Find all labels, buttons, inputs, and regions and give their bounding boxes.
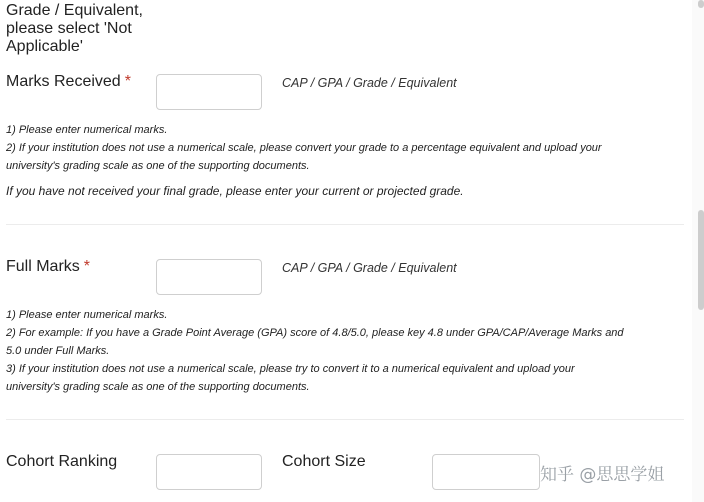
marks-received-input[interactable] (156, 74, 262, 110)
full-marks-label-text: Full Marks (6, 258, 80, 275)
final-grade-note: If you have not received your final grade, please enter your current or projected grade. (6, 184, 464, 198)
marks-received-label-text: Marks Received (6, 73, 121, 90)
section-divider (6, 419, 684, 420)
page-scrollbar[interactable] (692, 0, 704, 502)
watermark-text: 知乎 @思思学姐 (540, 465, 665, 485)
scrollbar-thumb[interactable] (698, 210, 704, 310)
grade-equivalent-label (6, 2, 143, 56)
help-line: 2) For example: If you have a Grade Point Average (GPA) score of 4.8/5.0, please key 4.8 under GPA/CAP/Average Marks and (6, 327, 624, 339)
cohort-size-label: Cohort Size (282, 453, 366, 470)
help-line: 5.0 under Full Marks. (6, 345, 110, 357)
required-asterisk: * (83, 258, 91, 275)
grade-label-line-2: please select 'Not (6, 20, 132, 37)
help-line: 1) Please enter numerical marks. (6, 309, 168, 321)
full-marks-label (6, 258, 90, 276)
zhihu-watermark (540, 460, 664, 485)
required-asterisk: * (124, 73, 131, 90)
marks-received-help (6, 121, 676, 175)
scrollbar-thumb-top[interactable] (698, 0, 704, 8)
help-line: university's grading scale as one of the supporting documents. (6, 160, 310, 172)
help-line: 3) If your institution does not use a numerical scale, please try to convert it to a numerical equivalent and upload your (6, 363, 575, 375)
grade-label-line-3: Applicable' (6, 38, 83, 55)
full-marks-input[interactable] (156, 259, 262, 295)
section-divider (6, 224, 684, 225)
marks-received-label (6, 73, 131, 91)
cohort-ranking-input[interactable] (156, 454, 262, 490)
marks-received-hint: CAP / GPA / Grade / Equivalent (282, 76, 457, 90)
cohort-size-input[interactable] (432, 454, 540, 490)
grade-label-line-1: Grade / Equivalent, (6, 2, 143, 19)
cohort-ranking-label: Cohort Ranking (6, 453, 118, 470)
help-line: 2) If your institution does not use a numerical scale, please convert your grade to a percentage equivalent and upload your (6, 142, 602, 154)
help-line: 1) Please enter numerical marks. (6, 124, 168, 136)
help-line: university's grading scale as one of the supporting documents. (6, 381, 310, 393)
full-marks-help (6, 306, 686, 396)
full-marks-hint: CAP / GPA / Grade / Equivalent (282, 261, 457, 275)
